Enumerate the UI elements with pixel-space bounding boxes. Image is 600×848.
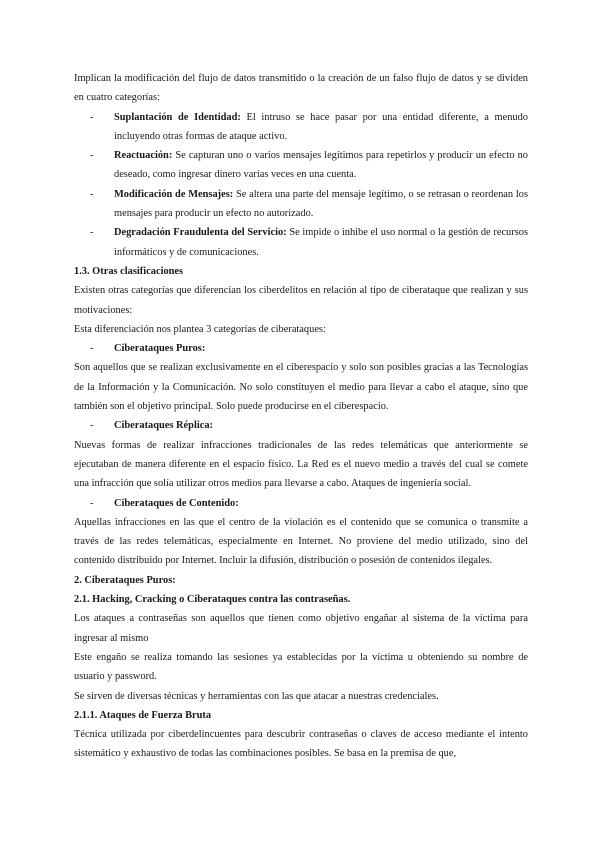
list-item-modificacion <box>74 185 528 224</box>
bullet-dash: - <box>90 227 94 239</box>
list-term: Degradación Fraudulenta del Servicio: <box>114 227 287 239</box>
heading-2-1: 2.1. Hacking, Cracking o Ciberataques contra las contraseñas. <box>74 594 351 606</box>
category-title: Ciberataques de Contenido: <box>114 497 239 509</box>
category-title: Ciberataques Puros: <box>114 343 206 355</box>
intro-paragraph: Implican la modificación del flujo de datos transmitido o la creación de un falso flujo de datos y se dividen en cuatro categorías: <box>74 73 528 104</box>
paragraph-diferenciacion: Esta diferenciación nos plantea 3 categorías de ciberataques: <box>74 323 326 335</box>
paragraph-2-1-1: Técnica utilizada por ciberdelincuentes para descubrir contraseñas o claves de acceso mediante el intento sistemático y exhaustivo de todas las combinaciones posibles. Se basa en la premisa de que, <box>74 729 528 760</box>
paragraph-2-1-b: Este engaño se realiza tomando las sesiones ya establecidas por la víctima u obteniendo su nombre de usuario y password. <box>74 651 528 683</box>
heading-1-3: 1.3. Otras clasificaciones <box>74 265 184 277</box>
paragraph-replica: Nuevas formas de realizar infracciones tradicionales de las redes telemáticas que anteriormente se ejecutaban de manera diferente en el espacio físico. La Red es el nuevo medio a través del cual se comete una infracción que solía utilizar otros medios para llevarse a cabo. Ataques de ingeniería social. <box>74 439 528 490</box>
list-term: Reactuación: <box>114 150 173 162</box>
paragraph-puros: Son aquellos que se realizan exclusivamente en el ciberespacio y solo son posibles gracias a las Tecnologías de la Información y la Comunicación. No solo constituyen el medio para llevar a cabo el ataque, sino que también son el objetivo principal. Solo puede producirse en el ciberespacio. <box>74 362 528 413</box>
document-body <box>74 69 528 764</box>
paragraph-2-1-a: Los ataques a contraseñas son aquellos que tienen como objetivo engañar al sistema de la víctima para ingresar al mismo <box>74 613 528 644</box>
paragraph-otras-categorias: Existen otras categorías que diferencian los ciberdelitos en relación al tipo de ciberataque que realizan y sus motivaciones: <box>74 285 528 316</box>
category-title: Ciberataques Réplica: <box>114 420 213 432</box>
category-contenido <box>74 494 528 513</box>
list-item-reactuacion <box>74 146 528 185</box>
bullet-dash: - <box>90 343 94 355</box>
bullet-dash: - <box>90 420 94 432</box>
category-replica <box>74 416 528 435</box>
list-text: El intruso se hace pasar por una entidad diferente, a menudo incluyendo otras formas de ataque activo. <box>114 111 528 142</box>
list-text: Se altera una parte del mensaje legítimo, o se retrasan o reordenan los mensajes para producir un efecto no autorizado. <box>114 188 528 220</box>
category-puros <box>74 339 528 358</box>
paragraph-contenido: Aquellas infracciones en las que el centro de la violación es el contenido que se comunica o transmite a través de las redes telemáticas, especialmente en Internet. No proviene del medio utilizado, sino del contenido distribuido por Internet. Incluir la difusión, distribución o posesión de contenidos ilegales. <box>74 516 528 567</box>
list-text: Se impide o inhibe el uso normal o la gestión de recursos informáticos y de comunicaciones. <box>114 227 528 258</box>
list-item-suplantacion <box>74 108 528 147</box>
list-item-degradacion <box>74 223 528 262</box>
bullet-dash: - <box>90 111 94 123</box>
heading-2-1-1: 2.1.1. Ataques de Fuerza Bruta <box>74 709 212 721</box>
bullet-dash: - <box>90 497 94 509</box>
list-term: Suplantación de Identidad: <box>114 111 241 123</box>
list-term: Modificación de Mensajes: <box>114 188 234 200</box>
bullet-dash: - <box>90 150 94 162</box>
list-text: Se capturan uno o varios mensajes legítimos para repetirlos y producir un efecto no deseado, como ingresar dinero varias veces en una cuenta. <box>114 150 528 181</box>
heading-2: 2. Ciberataques Puros: <box>74 574 176 586</box>
paragraph-2-1-c: Se sirven de diversas técnicas y herramientas con las que atacar a nuestras credenciales. <box>74 690 439 702</box>
bullet-dash: - <box>90 188 94 200</box>
